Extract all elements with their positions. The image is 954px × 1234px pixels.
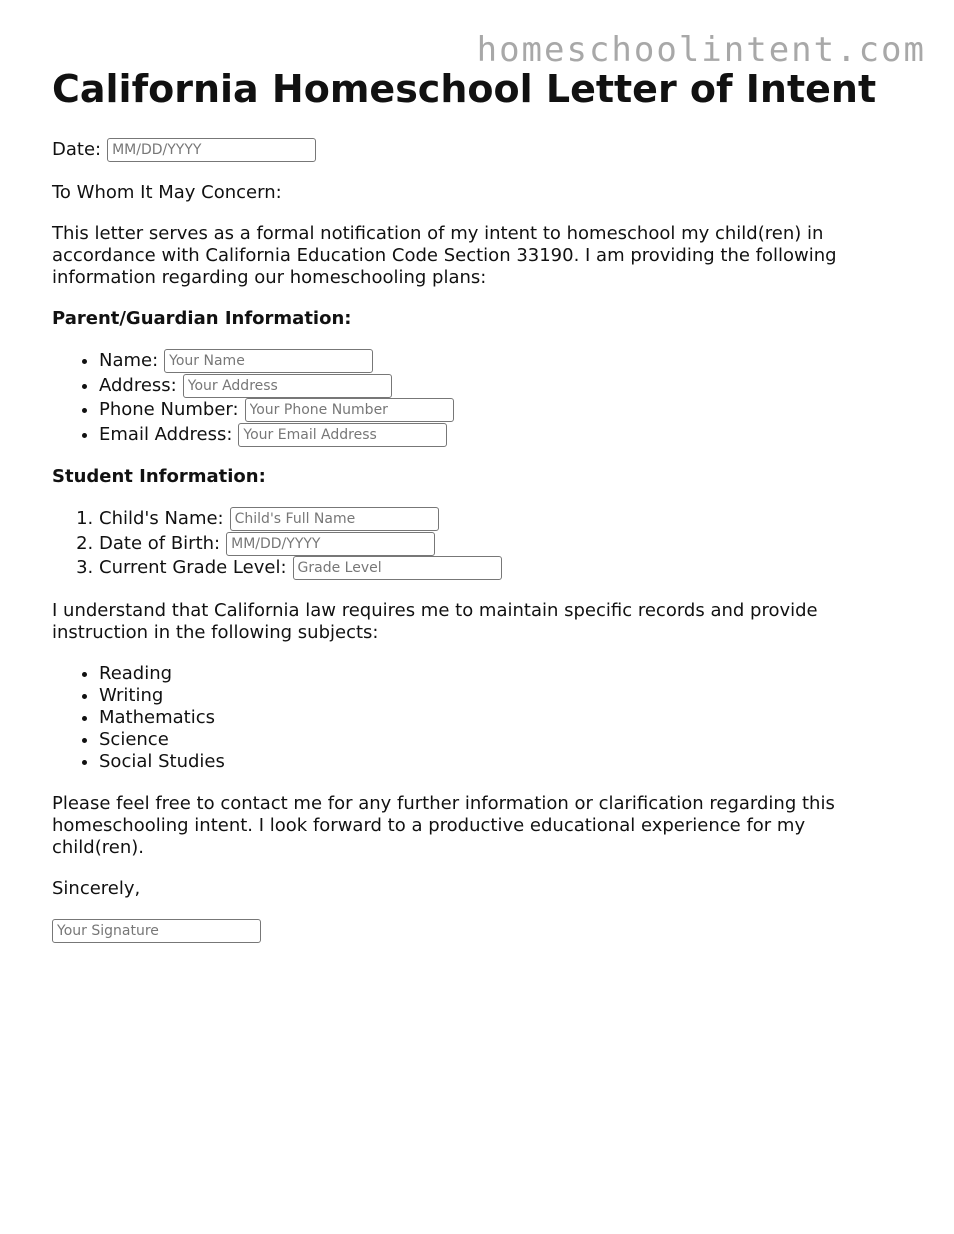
parent-phone-input[interactable] xyxy=(245,398,454,422)
list-item xyxy=(99,532,902,557)
subject-item: • Science xyxy=(99,729,902,751)
closing: Sincerely, xyxy=(52,877,141,899)
parent-phone-label: • Phone Number: xyxy=(99,399,239,420)
parent-name-label: • Name: xyxy=(99,350,159,371)
list-item xyxy=(99,556,902,581)
watermark: homeschoolintent.com xyxy=(476,30,926,70)
signature-row xyxy=(52,919,902,943)
grade-level-input[interactable] xyxy=(293,556,502,580)
grade-level-label: 3. Current Grade Level: xyxy=(99,557,287,578)
greeting: To Whom It May Concern: xyxy=(52,182,282,203)
contact-paragraph: Please feel free to contact me for any further information or clarification regarding this homeschooling intent. I look forward to a productive educational experience for my child(ren). xyxy=(52,792,835,858)
child-name-input[interactable] xyxy=(230,507,439,531)
parent-address-label: • Address: xyxy=(99,374,177,396)
birth-date-input[interactable] xyxy=(226,532,435,556)
list-item xyxy=(99,423,902,448)
parent-info-list xyxy=(52,349,902,447)
list-item xyxy=(99,374,902,399)
letter-page xyxy=(52,66,902,943)
page-title: California Homeschool Letter of Intent xyxy=(52,67,877,111)
date-label: Date: xyxy=(52,139,102,160)
list-item xyxy=(99,398,902,423)
parent-email-label: • Email Address: xyxy=(99,423,233,445)
list-item xyxy=(99,507,902,532)
subjects-list xyxy=(52,663,902,774)
subject-item: • Social Studies xyxy=(99,751,902,773)
birth-date-label: 2. Date of Birth: xyxy=(99,532,221,554)
date-row xyxy=(52,138,902,162)
law-paragraph: I understand that California law requires me to maintain specific records and provide instruction in the following subjects: xyxy=(52,599,818,643)
subject-item: • Reading xyxy=(99,663,902,685)
subject-item: • Writing xyxy=(99,685,902,707)
student-info-list xyxy=(52,507,902,581)
subject-item: • Mathematics xyxy=(99,707,902,729)
parent-name-input[interactable] xyxy=(164,349,373,373)
intro-paragraph: This letter serves as a formal notification of my intent to homeschool my child(ren) in accordance with California Education Code Section 33190. I am providing the following information regarding our homeschooling plans: xyxy=(52,223,837,288)
date-input[interactable] xyxy=(107,138,316,162)
parent-address-input[interactable] xyxy=(183,374,392,398)
parent-email-input[interactable] xyxy=(238,423,447,447)
list-item xyxy=(99,349,902,374)
signature-input[interactable] xyxy=(52,919,261,943)
parent-section-heading: Parent/Guardian Information: xyxy=(52,308,352,329)
student-section-heading: Student Information: xyxy=(52,466,266,487)
child-name-label: 1. Child's Name: xyxy=(99,508,224,529)
